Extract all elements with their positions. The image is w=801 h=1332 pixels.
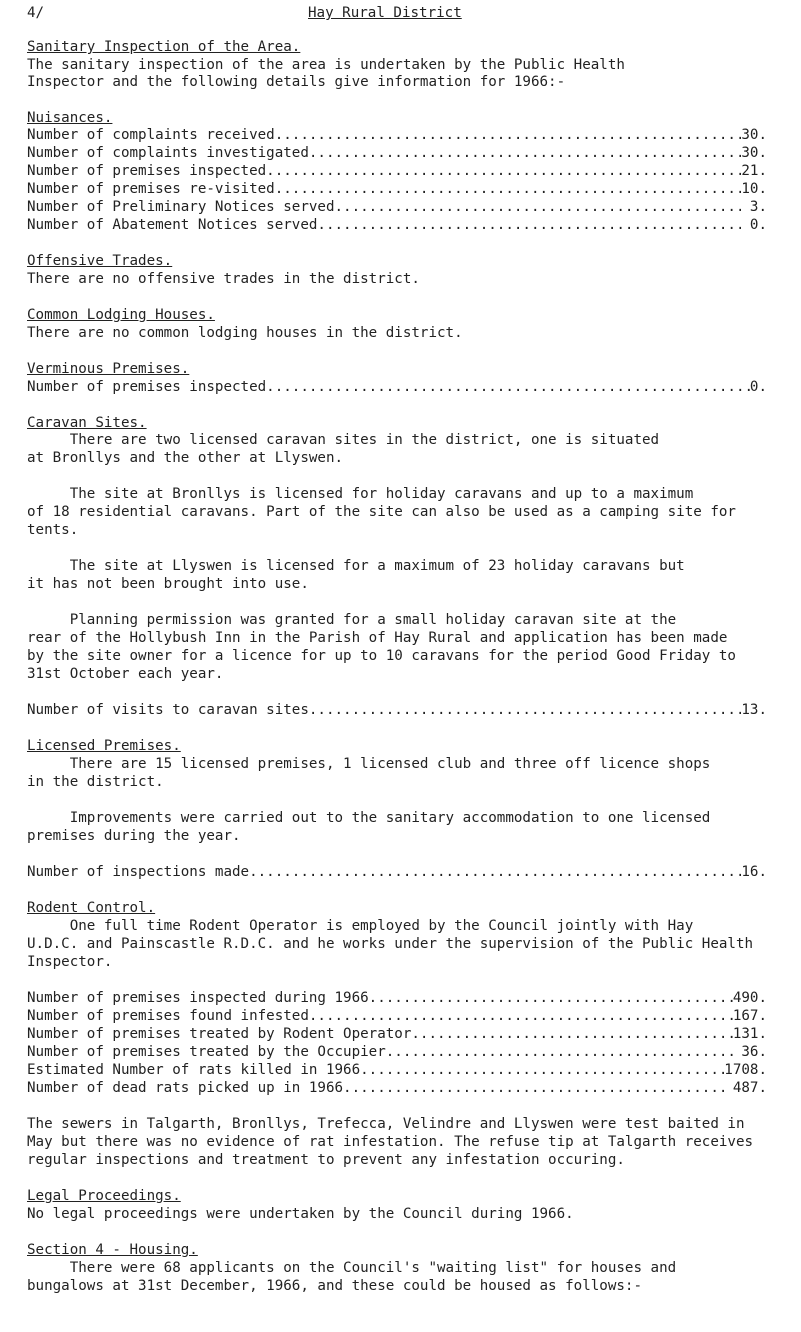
stat-value: 16.	[741, 864, 767, 880]
paragraph-line: by the site owner for a licence for up to 10 caravans for the period Good Friday to	[27, 648, 736, 664]
stat-label: Number of premises re-visited	[27, 181, 275, 197]
dot-leader	[386, 1044, 733, 1060]
stat-value: 487.	[724, 1080, 767, 1096]
section-heading-housing: Section 4 - Housing.	[27, 1242, 198, 1258]
stat-label: Number of dead rats picked up in 1966	[27, 1080, 344, 1096]
stat-label: Number of premises inspected	[27, 379, 267, 395]
stat-label: Estimated Number of rats killed in 1966	[27, 1062, 361, 1078]
paragraph-line: of 18 residential caravans. Part of the site can also be used as a camping site for	[27, 504, 736, 520]
paragraph-line: bungalows at 31st December, 1966, and these could be housed as follows:-	[27, 1278, 642, 1294]
paragraph-line: tents.	[27, 522, 79, 538]
stat-row-premises-inspected	[27, 163, 767, 179]
paragraph-line: regular inspections and treatment to prevent any infestation occuring.	[27, 1152, 625, 1168]
stat-value: 10.	[741, 181, 767, 197]
dot-leader	[309, 702, 742, 718]
dot-leader	[309, 1008, 733, 1024]
stat-label: Number of premises found infested	[27, 1008, 309, 1024]
stat-label: Number of visits to caravan sites	[27, 702, 309, 718]
dot-leader	[411, 1026, 732, 1042]
stat-label: Number of inspections made	[27, 864, 250, 880]
stat-value: 30.	[741, 145, 767, 161]
section-heading-licensed-premises: Licensed Premises.	[27, 738, 181, 754]
stat-label: Number of complaints received	[27, 127, 275, 143]
paragraph-line: The site at Llyswen is licensed for a maximum of 23 holiday caravans but	[27, 558, 685, 574]
stat-value: 490.	[732, 990, 767, 1006]
paragraph-line: U.D.C. and Painscastle R.D.C. and he works under the supervision of the Public Health	[27, 936, 754, 952]
dot-leader	[335, 199, 742, 215]
dot-leader	[266, 163, 741, 179]
page-title: Hay Rural District	[308, 5, 462, 21]
stat-row-rats-killed	[27, 1062, 767, 1078]
dot-leader	[369, 990, 733, 1006]
stat-label: Number of premises inspected during 1966	[27, 990, 369, 1006]
section-heading-rodent-control: Rodent Control.	[27, 900, 156, 916]
stat-row-caravan-visits	[27, 702, 767, 718]
stat-label: Number of Preliminary Notices served	[27, 199, 335, 215]
section-heading-verminous: Verminous Premises.	[27, 361, 190, 377]
stat-label: Number of complaints investigated	[27, 145, 309, 161]
stat-row-rodent-infested	[27, 1008, 767, 1024]
stat-value: 21.	[741, 163, 767, 179]
stat-row-licensed-inspections	[27, 864, 767, 880]
section-heading-sanitary: Sanitary Inspection of the Area.	[27, 39, 301, 55]
stat-value: 3.	[741, 199, 767, 215]
dot-leader	[360, 1062, 724, 1078]
paragraph-line: No legal proceedings were undertaken by the Council during 1966.	[27, 1206, 574, 1222]
dot-leader	[317, 217, 741, 233]
stat-row-dead-rats	[27, 1080, 767, 1096]
paragraph-line: Improvements were carried out to the sanitary accommodation to one licensed	[27, 810, 711, 826]
section-heading-offensive-trades: Offensive Trades.	[27, 253, 173, 269]
paragraph-line: The sanitary inspection of the area is undertaken by the Public Health	[27, 57, 625, 73]
dot-leader	[275, 181, 742, 197]
paragraph-line: There are no common lodging houses in the district.	[27, 325, 463, 341]
stat-row-premises-revisited	[27, 181, 767, 197]
stat-row-abatement-notices	[27, 217, 767, 233]
paragraph-line: Planning permission was granted for a small holiday caravan site at the	[27, 612, 677, 628]
paragraph-line: One full time Rodent Operator is employed by the Council jointly with Hay	[27, 918, 694, 934]
section-heading-legal-proceedings: Legal Proceedings.	[27, 1188, 181, 1204]
paragraph-line: The sewers in Talgarth, Bronllys, Trefecca, Velindre and Llyswen were test baited in	[27, 1116, 745, 1132]
page-number: 4/	[27, 5, 45, 21]
paragraph-line: May but there was no evidence of rat infestation. The refuse tip at Talgarth receives	[27, 1134, 754, 1150]
stat-value: 167.	[732, 1008, 767, 1024]
dot-leader	[275, 127, 742, 143]
stat-value: 30.	[741, 127, 767, 143]
stat-value: 0.	[741, 217, 767, 233]
dot-leader	[309, 145, 742, 161]
stat-value: 13.	[741, 702, 767, 718]
dot-leader	[343, 1080, 724, 1096]
stat-value: 131.	[732, 1026, 767, 1042]
paragraph-line: Inspector.	[27, 954, 113, 970]
stat-label: Number of premises treated by Rodent Operator	[27, 1026, 412, 1042]
stat-row-complaints-investigated	[27, 145, 767, 161]
paragraph-line: Inspector and the following details give information for 1966:-	[27, 74, 566, 90]
paragraph-line: rear of the Hollybush Inn in the Parish of Hay Rural and application has been made	[27, 630, 728, 646]
stat-row-complaints-received	[27, 127, 767, 143]
paragraph-line: There were 68 applicants on the Council's "waiting list" for houses and	[27, 1260, 677, 1276]
paragraph-line: There are two licensed caravan sites in the district, one is situated	[27, 432, 660, 448]
paragraph-line: 31st October each year.	[27, 666, 224, 682]
stat-value: 1708.	[724, 1062, 767, 1078]
paragraph-line: There are 15 licensed premises, 1 licensed club and three off licence shops	[27, 756, 711, 772]
paragraph-line: in the district.	[27, 774, 164, 790]
paragraph-line: at Bronllys and the other at Llyswen.	[27, 450, 344, 466]
paragraph-line: The site at Bronllys is licensed for holiday caravans and up to a maximum	[27, 486, 694, 502]
stat-row-rodent-treated-operator	[27, 1026, 767, 1042]
stat-value: 0.	[749, 379, 767, 395]
stat-label: Number of premises inspected	[27, 163, 267, 179]
stat-row-rodent-treated-occupier	[27, 1044, 767, 1060]
dot-leader	[249, 864, 741, 880]
stat-label: Number of Abatement Notices served	[27, 217, 318, 233]
stat-row-verminous-inspected	[27, 379, 767, 395]
stat-row-rodent-inspected	[27, 990, 767, 1006]
section-heading-caravan-sites: Caravan Sites.	[27, 415, 147, 431]
paragraph-line: premises during the year.	[27, 828, 241, 844]
paragraph-line: it has not been brought into use.	[27, 576, 309, 592]
section-heading-lodging-houses: Common Lodging Houses.	[27, 307, 215, 323]
stat-row-preliminary-notices	[27, 199, 767, 215]
section-heading-nuisances: Nuisances.	[27, 110, 113, 126]
stat-label: Number of premises treated by the Occupier	[27, 1044, 386, 1060]
paragraph-line: There are no offensive trades in the district.	[27, 271, 420, 287]
stat-value: 36.	[732, 1044, 767, 1060]
dot-leader	[266, 379, 750, 395]
